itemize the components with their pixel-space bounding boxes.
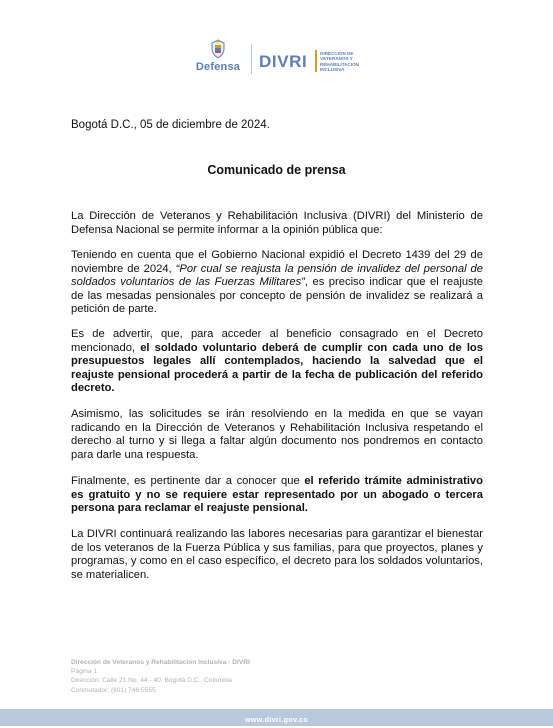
divri-logo-bar: [315, 50, 317, 72]
logo-divider: [251, 44, 252, 74]
divri-sub-line: INCLUSIVA: [320, 67, 345, 73]
footer-address: Dirección: Calle 21 No. 44 - 40, Bogotá D.C., Colombia: [71, 677, 232, 685]
divri-logo-subtitle: [320, 51, 380, 73]
footer-info: [71, 658, 250, 695]
footer-org: Dirección de Veteranos y Rehabilitación Inclusiva - DIVRI: [71, 659, 250, 666]
divri-sub-line: VETERANOS Y: [320, 56, 353, 62]
defensa-logo-text: Defensa: [195, 61, 241, 73]
divri-sub-line: REHABILITACIÓN: [320, 61, 359, 67]
paragraph-text: , es preciso indicar que el reajuste de las mesadas pensionales por concepto de pensión de invalidez se realizará a petición de parte.: [71, 276, 483, 316]
footer-page: Página 1: [71, 668, 98, 676]
paragraph-text: Teniendo en cuenta que el Gobierno Nacional expidió el Decreto 1439 del 29 de noviembre de 2024,: [71, 249, 483, 275]
footer-website-link[interactable]: www.divri.gov.co: [244, 715, 309, 724]
paragraph-closing: La DIVRI continuará realizando las labores necesarias para garantizar el bienestar de los veteranos de la Fuerza Pública y sus familias, para que proyectos, planes y programas, y como en el caso específico, el decreto para los soldados voluntarios, se materialicen.: [71, 528, 483, 581]
paragraph-processing: Asimismo, las solicitudes se irán resolviendo en la medida en que se vayan radicando en la Dirección de Veteranos y Rehabilitación Inclusiva respetando el derecho al turno y si llega a faltar algún documento nos pondremos en contacto para darle una respuesta.: [71, 408, 483, 461]
emphasis-text: el soldado voluntario deberá de cumplir con cada uno de los presupuestos legales allí contemplados, haciendo la salvedad que el reajuste pensional procederá a partir de la fecha de publicación del referido decreto.: [71, 341, 483, 395]
coat-of-arms-icon: [207, 38, 229, 60]
footer-phone: Conmutador: (601) 746 5555: [71, 686, 156, 694]
footer-bar: [0, 709, 553, 726]
letterhead: [0, 38, 553, 78]
defensa-logo: [190, 38, 246, 78]
paragraph-free-procedure: [71, 475, 483, 516]
paragraph-requirements: [71, 328, 483, 396]
paragraph-text: Es de advertir, que, para acceder al beneficio consagrado en el Decreto mencionado,: [71, 328, 483, 354]
paragraph-intro: La Dirección de Veteranos y Rehabilitación Inclusiva (DIVRI) del Ministerio de Defensa Nacional se permite informar a la opinión pública que:: [71, 210, 483, 236]
paragraph-text: Finalmente, es pertinente dar a conocer que: [71, 475, 305, 487]
decree-title: “Por cual se reajusta la pensión de invalidez del personal de soldados voluntarios de las Fuerzas Militares”: [71, 262, 483, 289]
document-title: Comunicado de prensa: [207, 163, 346, 177]
paragraph-decree: [71, 249, 483, 317]
divri-sub-line: DIRECCIÓN DE: [320, 51, 354, 56]
date-line: Bogotá D.C., 05 de diciembre de 2024.: [71, 119, 270, 131]
emphasis-text: el referido trámite administrativo es gratuito y no se requiere estar representado por un abogado o tercera persona para reclamar el reajuste pensional.: [71, 475, 483, 515]
divri-logo-text: DIVRI: [259, 52, 308, 71]
